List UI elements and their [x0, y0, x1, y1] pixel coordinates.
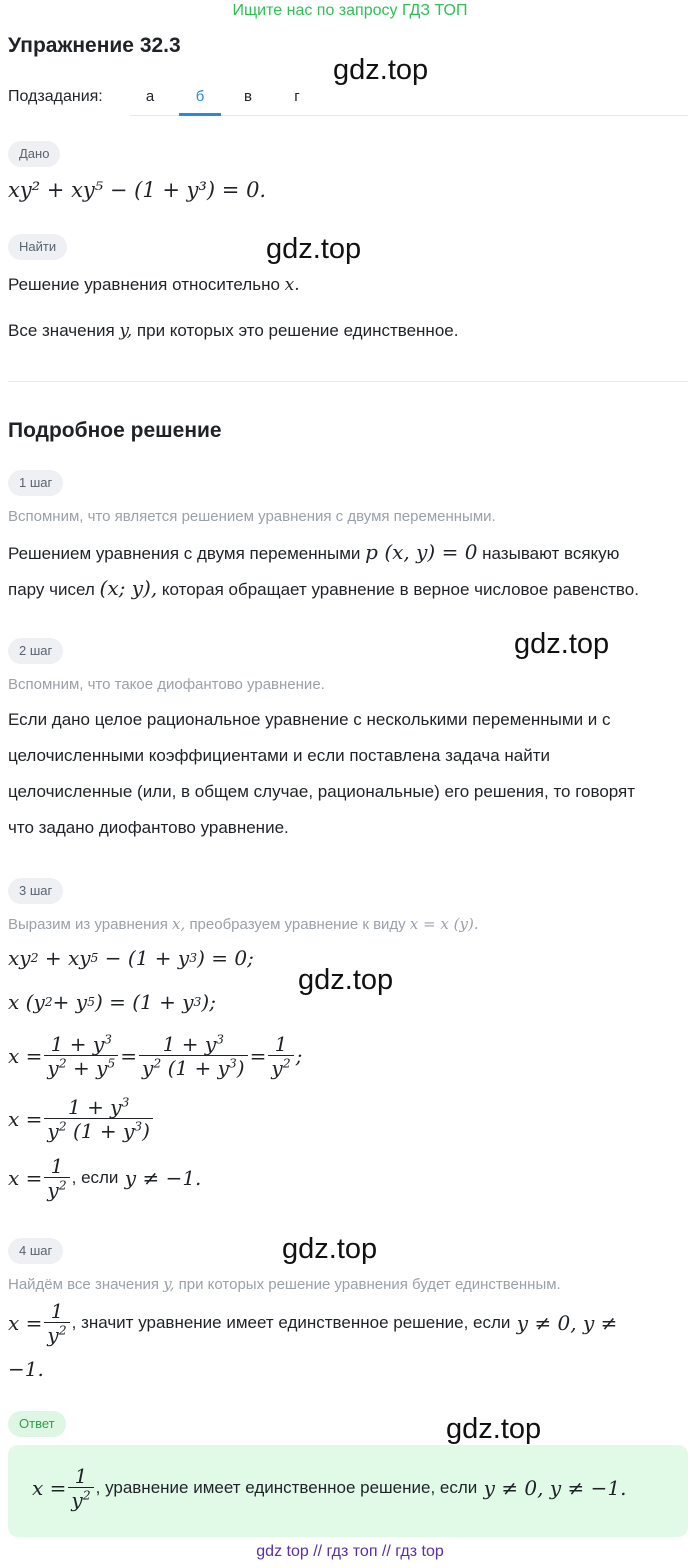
tab-a[interactable]: а [145, 88, 155, 105]
active-tab-indicator [179, 113, 221, 116]
answer-line: x = $\frac{1}{y^2}$ , уравнение имеет единственное решение, если y ≠ 0, y ≠ −1. [32, 1464, 627, 1512]
step-4-text: значит уравнение имеет единственное решение, если [81, 1313, 511, 1332]
exercise-title: Упражнение 32.3 [8, 34, 181, 57]
find-line-2-post: при которых это решение единственное. [136, 321, 459, 340]
step-1-math-a: p (x, y) = 0 [365, 540, 478, 564]
step-1-text-b: называют всякую [482, 544, 620, 563]
step-4-cond: y ≠ 0, y ≠ [516, 1311, 618, 1335]
step-1-math-c: (x; y), [99, 576, 158, 600]
watermark: gdz.top [298, 964, 394, 996]
step-2-line: целочисленными коэффициентами и если поставлена задача найти [8, 746, 551, 765]
find-line-1-var: x. [284, 275, 300, 295]
subtasks-label: Подзадания: [8, 88, 103, 105]
watermark: gdz.top [514, 628, 610, 660]
step-1-pill: 1 шаг [8, 470, 63, 496]
watermark: gdz.top [266, 233, 362, 265]
footer-links[interactable]: gdz top // гдз топ // гдз top [256, 1543, 444, 1560]
tab-v[interactable]: в [244, 88, 252, 105]
find-line-2-pre: Все значения [8, 321, 115, 340]
find-line-1-text: Решение уравнения относительно [8, 275, 280, 294]
step-3-if-word: если [81, 1168, 119, 1187]
promo-banner[interactable]: Ищите нас по запросу ГДЗ ТОП [232, 2, 468, 19]
watermark: gdz.top [282, 1233, 378, 1265]
step-4-hint-var: y, [163, 1275, 175, 1293]
step-3-equation-5: x = $\frac{1}{y^2}$ , если y ≠ −1. [8, 1154, 202, 1202]
step-1-text-a: Решением уравнения с двумя переменными [8, 544, 361, 563]
step-2-line: целочисленные (или, в общем случае, рациональные) его решения, то говорят [8, 782, 636, 801]
step-1-line-1 [8, 534, 619, 572]
step-2-pill: 2 шаг [8, 638, 63, 664]
step-3-equation-1: xy 2 + xy 5 − (1 + y 3 ) = 0; [8, 946, 254, 970]
step-1-line-2 [8, 570, 639, 608]
find-line-2-var: y, [119, 321, 133, 341]
step-3-hint-math: x = x (y). [409, 915, 479, 933]
tab-b[interactable]: б [195, 88, 205, 105]
find-line-1 [8, 267, 300, 303]
watermark: gdz.top [333, 54, 429, 86]
given-pill: Дано [8, 141, 60, 167]
step-4-line-1: x = $\frac{1}{y^2}$ , значит уравнение имеет единственное решение, если y ≠ 0, y ≠ [8, 1299, 618, 1347]
find-pill: Найти [8, 234, 67, 260]
step-4-hint-post: при которых решение уравнения будет единственным. [178, 1276, 561, 1293]
step-3-hint-mid: преобразуем уравнение к виду [189, 916, 406, 933]
step-2-line: что задано диофантово уравнение. [8, 818, 289, 837]
step-3-pill: 3 шаг [8, 878, 63, 904]
solution-heading: Подробное решение [8, 419, 222, 442]
step-4-hint [8, 1275, 561, 1293]
step-3-equation-2: x (y 2 + y 5 ) = (1 + y 3 ); [8, 990, 216, 1014]
answer-pill: Ответ [8, 1411, 66, 1437]
tab-g[interactable]: г [294, 88, 300, 105]
step-1-text-c: пару чисел [8, 580, 95, 599]
find-line-2 [8, 313, 458, 349]
step-4-pill: 4 шаг [8, 1238, 63, 1264]
given-equation: xy² + xy⁵ − (1 + y³) = 0. [8, 178, 267, 202]
step-1-hint: Вспомним, что является решением уравнения с двумя переменными. [8, 508, 496, 525]
step-3-equation-4: x = $\frac{1 + y^3}{y^2 (1 + y^3)}$ [8, 1096, 155, 1142]
step-2-hint: Вспомним, что такое диофантово уравнение. [8, 676, 325, 693]
watermark: gdz.top [446, 1413, 542, 1445]
answer-cond: y ≠ 0, y ≠ −1. [483, 1476, 627, 1500]
step-4-cond-end: −1. [8, 1357, 44, 1381]
step-1-text-d: которая обращает уравнение в верное числовое равенство. [161, 580, 639, 599]
step-3-equation-3: x = $\frac{1 + y^3}{y^2 + y^5}$ = $\frac{1 + y^3}{y^2 (1 + y^3)}$ = $\frac{1}{y^2}$ ; [8, 1031, 303, 1080]
section-divider [8, 381, 688, 382]
step-3-hint-var: x, [172, 915, 186, 933]
answer-text: уравнение имеет единственное решение, если [105, 1478, 478, 1497]
step-3-hint [8, 915, 479, 933]
step-4-hint-pre: Найдём все значения [8, 1276, 160, 1293]
step-3-hint-pre: Выразим из уравнения [8, 916, 168, 933]
step-2-line: Если дано целое рациональное уравнение с несколькими переменными и с [8, 710, 611, 729]
